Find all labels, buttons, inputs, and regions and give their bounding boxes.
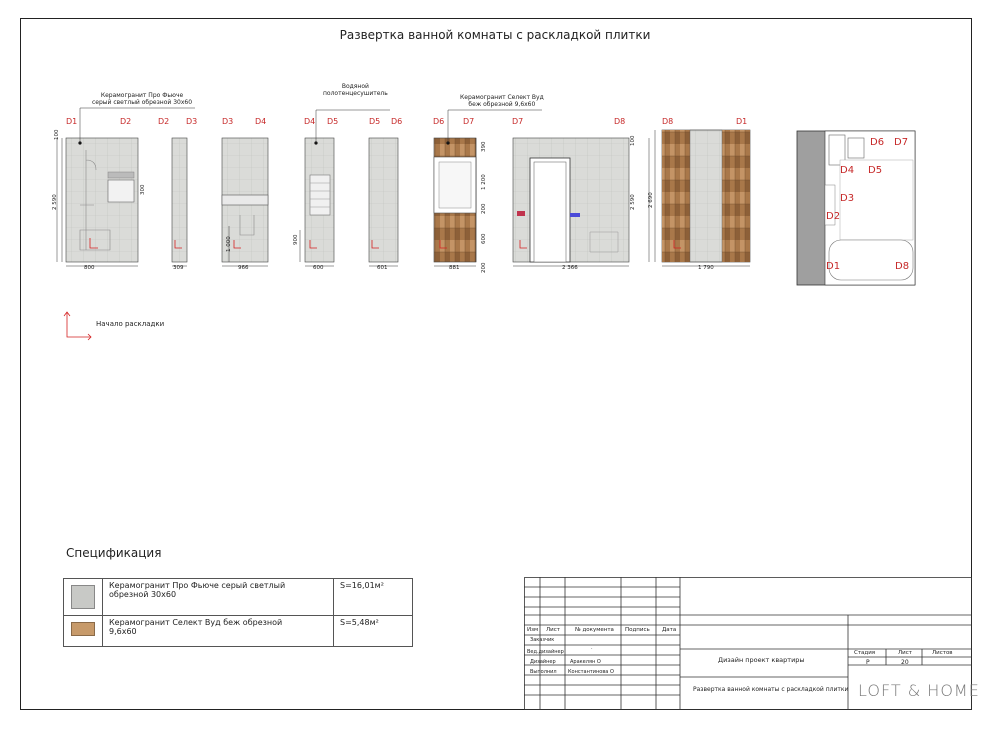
plan-d4: D4 [840, 165, 855, 176]
spec-row [64, 616, 413, 647]
dim-2590b: 2 590 [630, 194, 636, 210]
plan-d5: D5 [868, 165, 883, 176]
wall-label-d4: D4 [255, 117, 267, 126]
wall-label-d8: D8 [614, 117, 626, 126]
stamp-sheets-label: Листов [932, 650, 953, 656]
width-d4-d5: 600 [313, 265, 324, 271]
dim-100: 100 [54, 129, 60, 140]
stamp-sheet-name: Развертка ванной комнаты с раскладкой плитки [693, 686, 849, 693]
dimension-lines [57, 130, 750, 266]
wall-label-d7b: D7 [512, 117, 524, 126]
plan-d3: D3 [840, 193, 855, 204]
plan-d2: D2 [826, 211, 841, 222]
wall-label-d6: D6 [391, 117, 403, 126]
width-d3-d4: 966 [238, 265, 249, 271]
wall-label-d2: D2 [120, 117, 132, 126]
specification-table [63, 578, 413, 647]
spec-name: Керамогранит Про Фьюче серый светлый обрезной 30х60 [103, 579, 334, 616]
stamp-dot: . [591, 645, 593, 651]
dim-1000: 1 000 [226, 236, 232, 252]
callout-wood-tile: Керамогранит Селект Вуд беж обрезной 9,6х60 [460, 94, 544, 108]
dim-200b: 200 [481, 262, 487, 273]
dim-900: 900 [293, 234, 299, 245]
stamp-h-sign: Подпись [625, 627, 650, 633]
callout-grey-tile: Керамогранит Про Фьюче серый светлый обрезной 30х60 [92, 92, 193, 106]
stamp-h-izm: Изм [527, 627, 539, 633]
plan-d1: D1 [826, 261, 841, 272]
stamp-h-date: Дата [662, 627, 677, 633]
wall-label-d3: D3 [186, 117, 198, 126]
width-d6-d7: 881 [449, 265, 460, 271]
company-logo: LOFT & HOME [858, 681, 980, 700]
plan-d8: D8 [895, 261, 910, 272]
dim-300: 300 [140, 184, 146, 195]
wall-label-d1-right: D1 [736, 117, 748, 126]
stamp-stage-label: Стадия [854, 650, 876, 656]
dim-2690: 2 690 [648, 192, 654, 208]
dim-2590: 2 590 [52, 194, 58, 210]
dim-390: 390 [481, 141, 487, 152]
dim-100b: 100 [630, 135, 636, 146]
wall-label-d4b: D4 [304, 117, 316, 126]
stamp-executor-name: Константинова О [568, 669, 614, 675]
start-legend-label: Начало раскладки [96, 320, 165, 328]
specification-title: Спецификация [66, 546, 162, 560]
spec-area: S=16,01м² [334, 579, 413, 616]
stamp-role-lead: Вед.дизайнер [527, 649, 564, 655]
wall-label-d8b: D8 [662, 117, 674, 126]
wall-label-d5: D5 [327, 117, 339, 126]
stamp-role-designer: Дизайнер [530, 659, 556, 665]
dim-200: 200 [481, 203, 487, 214]
width-d5-d6: 601 [377, 265, 388, 271]
stamp-sheet-no: 20 [901, 659, 909, 666]
stamp-role-customer: Заказчик [530, 637, 555, 643]
stamp-stage: Р [866, 659, 870, 666]
wall-label-d7: D7 [463, 117, 475, 126]
elevation-d5-d6 [369, 138, 398, 262]
plan-d6: D6 [870, 137, 885, 148]
spec-row [64, 579, 413, 616]
stamp-h-list: Лист [546, 627, 560, 633]
width-d8-d1: 1 790 [698, 265, 714, 271]
elevation-d8-d1 [662, 130, 750, 262]
width-d1-d2: 800 [84, 265, 95, 271]
grey-tile-swatch [71, 585, 95, 609]
wall-label-d3b: D3 [222, 117, 234, 126]
plan-d7: D7 [894, 137, 909, 148]
elevation-d2-d3 [172, 138, 187, 262]
width-d2-d3: 309 [173, 265, 184, 271]
wall-label-d1-left: D1 [66, 117, 78, 126]
callout-towel-dryer: Водяной полотенцесушитель [323, 83, 388, 97]
stamp-designer-name: Аракелян О [570, 659, 601, 665]
sheet-title: Развертка ванной комнаты с раскладкой плитки [339, 28, 651, 42]
stamp-project: Дизайн проект квартиры [718, 656, 805, 664]
wood-tile-swatch [71, 622, 95, 636]
elevation-d1-d2 [66, 138, 138, 262]
stamp-role-executor: Выполнил [530, 669, 557, 675]
dim-600: 600 [481, 233, 487, 244]
spec-name: Керамогранит Селект Вуд беж обрезной 9,6х60 [103, 616, 334, 647]
wall-label-d5b: D5 [369, 117, 381, 126]
stamp-sheet-label: Лист [898, 650, 912, 656]
elevation-d7-d8 [513, 138, 629, 262]
wall-label-d2b: D2 [158, 117, 170, 126]
spec-area: S=5,48м² [334, 616, 413, 647]
stamp-h-doc: № документа [575, 627, 614, 633]
elevation-d4-d5 [305, 138, 334, 262]
start-legend-arrow [64, 312, 91, 340]
width-d7-d8: 2 366 [562, 265, 578, 271]
dim-1200: 1 200 [481, 174, 487, 190]
wall-label-d6b: D6 [433, 117, 445, 126]
